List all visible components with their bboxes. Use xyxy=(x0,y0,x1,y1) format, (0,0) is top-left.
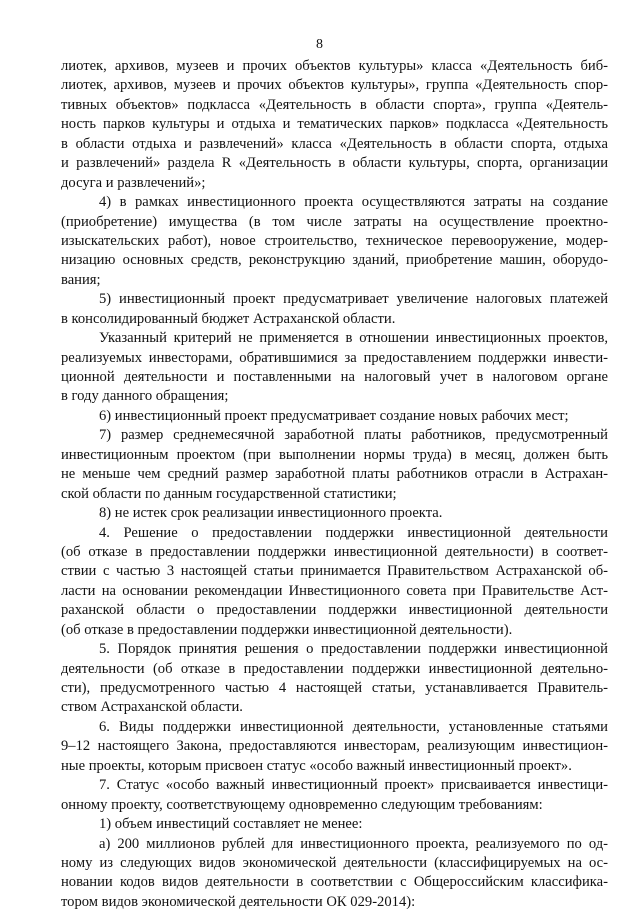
text-line: ласти на основании рекомендации Инвестиционного совета при Правительстве Аст- xyxy=(61,582,608,599)
text-line: 6. Виды поддержки инвестиционной деятельности, установленные статьями xyxy=(99,718,608,735)
text-line: раханской области о предоставлении поддержки инвестиционной деятельности xyxy=(61,602,608,619)
text-line: (об отказе в предоставлении поддержки инвестиционной деятельности). xyxy=(61,621,513,638)
text-line: реализуемых инвесторами, обратившимися за предоставлением поддержки инвести- xyxy=(61,349,608,366)
text-line: тивных объектов» подкласса «Деятельность в области спорта», группа «Деятель- xyxy=(61,96,608,113)
text-line: 8) не истек срок реализации инвестиционного проекта. xyxy=(99,505,443,522)
text-line: сти), предусмотренного частью 4 настоящей статьи, устанавливается Правитель- xyxy=(61,680,608,696)
text-line: не меньше чем средний размер заработной платы работников отрасли в Астрахан- xyxy=(61,466,608,483)
text-line: онному проекту, соответствующему одновременно следующим требованиям: xyxy=(61,796,543,813)
text-line: ные проекты, которым присвоен статус «особо важный инвестиционный проект». xyxy=(61,757,572,774)
page-number: 8 xyxy=(316,37,323,52)
text-line: тором видов экономической деятельности ОК 029-2014): xyxy=(61,893,416,910)
text-line: изыскательских работ), новое строительство, техническое перевооружение, модер- xyxy=(61,232,608,249)
text-line: 9–12 настоящего Закона, предоставляются инвесторам, реализующим инвестицион- xyxy=(61,738,608,755)
text-line: Указанный критерий не применяется в отношении инвестиционных проектов, xyxy=(99,330,608,347)
document-body xyxy=(61,57,608,912)
text-line: ской области по данным государственной статистики; xyxy=(61,485,397,502)
text-line: а) 200 миллионов рублей для инвестиционного проекта, реализуемого по од- xyxy=(99,835,608,852)
text-line: в области отдыха и развлечений» класса «Деятельность в области спорта, отдыха xyxy=(61,135,608,152)
text-line: (приобретение) имущества (в том числе затраты на осуществление проектно- xyxy=(61,213,608,230)
text-line: 4. Решение о предоставлении поддержки инвестиционной деятельности xyxy=(99,524,608,541)
text-line: ность парков культуры и отдыха и тематических парков» подкласса «Деятельность xyxy=(61,116,608,133)
text-line: в консолидированный бюджет Астраханской области. xyxy=(61,310,396,327)
text-line: 5. Порядок принятия решения о предоставлении поддержки инвестиционной xyxy=(99,641,608,658)
text-line: 6) инвестиционный проект предусматривает создание новых рабочих мест; xyxy=(99,407,569,424)
text-line: ствии с частью 3 настоящей статьи принимается Правительством Астраханской об- xyxy=(61,563,608,580)
text-line: в году данного обращения; xyxy=(61,388,229,405)
text-line: ством Астраханской области. xyxy=(61,699,243,716)
text-line: лиотек, архивов, музеев и прочих объектов культуры» класса «Деятельность биб- xyxy=(61,58,608,74)
text-line: инвестиционным проектом (при выполнении нормы труда) в месяц, должен быть xyxy=(61,446,608,463)
text-line: ционной деятельности и поставленными на налоговый учет в налоговом органе xyxy=(61,369,608,385)
text-line: 7) размер среднемесячной заработной платы работников, предусмотренный xyxy=(99,427,608,444)
text-line: 4) в рамках инвестиционного проекта осуществляются затраты на создание xyxy=(99,194,608,211)
text-line: 7. Статус «особо важный инвестиционный проект» присваивается инвестици- xyxy=(99,777,608,794)
text-line: (об отказе в предоставлении поддержки инвестиционной деятельности) в соответ- xyxy=(61,543,608,560)
text-line: 1) объем инвестиций составляет не менее: xyxy=(99,816,363,833)
text-line: вания; xyxy=(61,271,101,288)
text-line: новании кодов видов деятельности в соответствии с Общероссийским классифика- xyxy=(61,874,608,891)
text-line: и развлечений» раздела R «Деятельность в области культуры, спорта, организации xyxy=(61,155,608,172)
text-line: ному из следующих видов экономической деятельности (классифицируемых на ос- xyxy=(61,854,608,871)
text-line: низацию основных средств, реконструкцию зданий, приобретение машин, оборудо- xyxy=(61,252,608,269)
text-line: лиотек, архивов, музеев и прочих объектов культуры», группа «Деятельность спор- xyxy=(61,77,608,94)
text-line: 5) инвестиционный проект предусматривает увеличение налоговых платежей xyxy=(99,291,608,308)
text-line: досуга и развлечений»; xyxy=(61,174,206,191)
text-line: деятельности (об отказе в предоставлении поддержки инвестиционной деятельно- xyxy=(61,660,608,677)
